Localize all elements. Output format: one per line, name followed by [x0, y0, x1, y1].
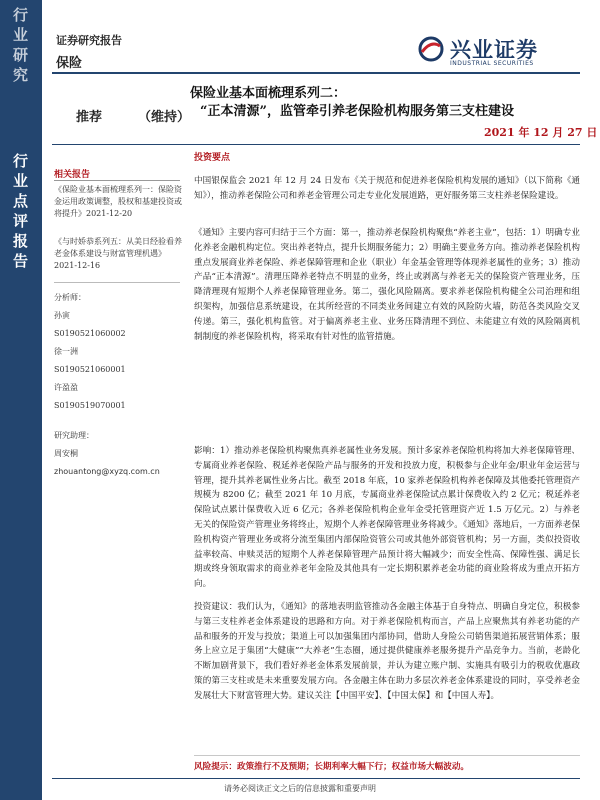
side-band-top-label: 行 业 研 究: [12, 6, 29, 84]
risk-warning: 风险提示：政策推行不及预期；长期利率大幅下行；权益市场大幅波动。: [194, 762, 470, 772]
body-paragraph-intro: 中国银保监会 2021 年 12 月 24 日发布《关于规范和促进养老保险机构发展的通知》（以下简称《通知》），推动养老保险公司和养老金管理公司走专业化发展道路，更好服务第三支柱养老保险建设。: [194, 176, 580, 201]
analyst-name: 许盈盈: [54, 383, 78, 392]
key-points-heading: 投资要点: [194, 153, 231, 163]
related-divider: [54, 180, 180, 181]
header-divider: [52, 72, 580, 74]
analyst-heading: 分析师：: [54, 293, 86, 302]
related-reports-heading: 相关报告: [54, 170, 91, 180]
footer-divider: [52, 778, 580, 779]
body-paragraph-contents: 《通知》主要内容可归结于三个方面：第一，推动养老保险机构聚焦“养老主业”，包括：1）明确专业化养老金融机构定位。突出养老特点，提升长期服务能力；2）明确主要业务方向。推动养老保险机构重点发展商业养老保险、养老保障管理和企业（职业）年金基金管理等体现养老属性的业务；3）推动产品“正本清源”。清理压降养老特点不明显的业务，终止或剥离与养老无关的保险资产管理业务，压降清理现有短期个人养老保障管理业务。第二，强化风险隔离。要求养老保险机构健全公司治理和组织架构，加强信息系统建设，在其所经营的不同类业务间建立有效的风险防火墙，防范各类风险交叉传递。第三，强化机构监管。对于偏离养老主业、业务压降清理不到位、未能建立有效的风险隔离机制制度的养老保险机构，将采取有针对性的监管措施。: [194, 228, 580, 342]
rating-label: 推荐: [76, 110, 103, 125]
rating-status: （维持）: [138, 110, 191, 125]
assistant-email[interactable]: zhouantong@xyzq.com.cn: [54, 467, 160, 476]
report-type-label: 证券研究报告: [56, 34, 122, 47]
report-title-line1: 保险业基本面梳理系列二：: [190, 86, 347, 101]
footer-disclaimer: 请务必阅读正文之后的信息披露和重要声明: [224, 784, 376, 793]
logo-mark-icon: [418, 36, 444, 62]
report-title-line2: “正本清源”，监管牵引养老保险机构服务第三支柱建设: [200, 104, 514, 119]
related-report-item[interactable]: 《保险业基本面梳理系列一：保险资金运用政策调整，股权和基建投资或将提升》2021-12-20: [54, 185, 182, 218]
assistant-heading: 研究助理：: [54, 431, 94, 440]
analyst-license: S0190521060002: [54, 329, 126, 338]
assistant-name: 周安桐: [54, 449, 78, 458]
analyst-name: 徐一洲: [54, 347, 78, 356]
logo-text: 兴业证券: [450, 37, 538, 62]
analyst-license: S0190519070001: [54, 401, 126, 410]
body-paragraph-recommendation: 投资建议：我们认为，《通知》的落地表明监管推动各金融主体基于自身特点、明确自身定位，积极参与第三支柱养老金体系建设的思路和方向。对于养老保险机构而言，产品上应聚焦其有养老功能的产品和服务的开发与投放；渠道上可以加强集团内部协同，借助人身险公司销售渠道拓展营销体系；服务上应立足于集团“大健康”“大养老”生态圈，通过提供健康养老服务提升产品竞争力。当前，老龄化不断加剧背景下，我们看好养老金体系发展前景，并认为建立账户制、实施具有吸引力的税收优惠政策的第三支柱或是未来重要发展方向。各金融主体在助力多层次养老金体系建设的同时，享受养老金发展壮大下财富管理大势。建议关注【中国平安】、【中国太保】和【中国人寿】。: [194, 602, 580, 701]
title-divider: [52, 144, 580, 145]
body-paragraph-impact: 影响：1）推动养老保险机构聚焦真养老属性业务发展。预计多家养老保险机构将加大养老保障管理、专属商业养老保险、税延养老保险产品与服务的开发和投放力度，积极参与企业年金/职业年金运营与管理，提升其养老属性业务占比。截至 2018 年底，10 家养老保险机构养老保障及其他委托管理资产规模为 8200 亿；截至 2021 年 10 月底，专属商业养老保险试点累计保费收入约 2 亿元；税延养老保险试点累计保费收入近 6 亿元；各养老保险机构企业年金受托管理资产近 1.5 万亿元。2）与养老无关的保险资产管理业务将终止，短期个人养老保障管理业务将减少。《通知》落地后，一方面养老保险机构资产管理业务或将分流至集团内部保险资管公司或其他外部资管机构；另一方面，类似投资收益率较高、申赎灵活的短期个人养老保障管理产品预计将大幅减少；而安全性高、保障性强、满足长期或终身领取需求的商业养老年金险及其他具有一定长期积累养老金功能的商业险将成为重点开拓方向。: [194, 446, 580, 590]
analyst-name: 孙寅: [54, 311, 70, 320]
side-band: [0, 0, 42, 800]
company-logo: [418, 34, 578, 70]
logo-subtext: INDUSTRIAL SECURITIES: [450, 60, 534, 67]
analyst-license: S0190521060001: [54, 365, 126, 374]
sector-label: 保险: [56, 56, 83, 71]
report-date: 2021 年 12 月 27 日: [484, 126, 598, 139]
risk-divider: [194, 755, 580, 756]
side-band-report-type: 行 业 点 评 报 告: [12, 152, 29, 270]
related-report-item[interactable]: 《与时娇恭系列五：从美日经验看养老金体系建设与财富管理机遇》2021-12-16: [54, 237, 182, 270]
analyst-divider: [54, 282, 180, 283]
